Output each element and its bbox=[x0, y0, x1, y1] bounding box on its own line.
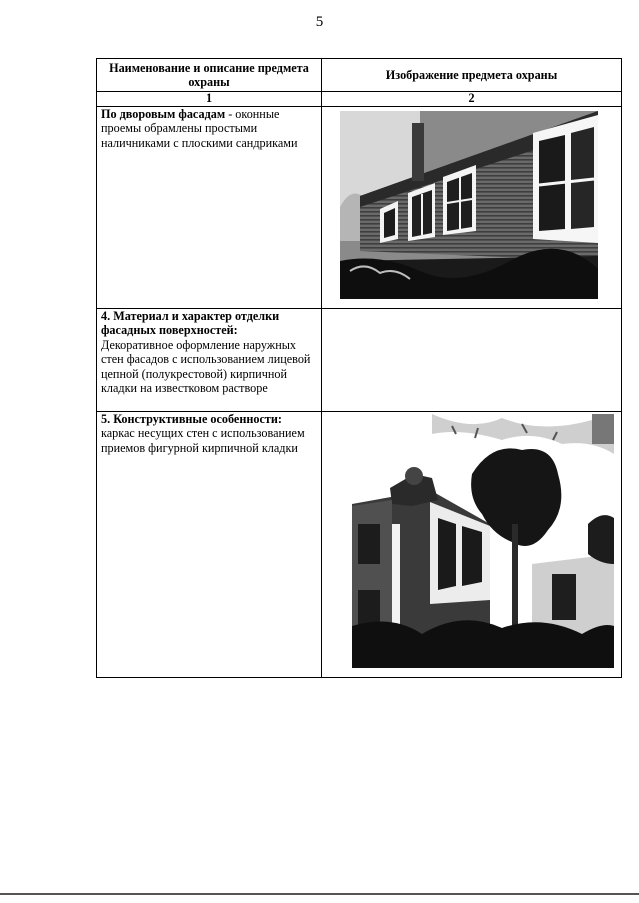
row-text: - оконные проемы обрамлены простыми наличниками с плоскими сандриками bbox=[101, 107, 298, 150]
row-title: По дворовым фасадам bbox=[101, 107, 226, 121]
column-number: 1 bbox=[97, 92, 322, 107]
table-row bbox=[97, 107, 622, 309]
page-number: 5 bbox=[315, 14, 324, 30]
row-image-cell-empty bbox=[322, 309, 622, 412]
table-row bbox=[97, 309, 622, 412]
row-description bbox=[97, 309, 322, 412]
column-number: 2 bbox=[322, 92, 622, 107]
row-image-cell bbox=[322, 412, 622, 678]
header-image: Изображение предмета охраны bbox=[322, 59, 622, 92]
table-row bbox=[97, 412, 622, 678]
row-title: 5. Конструктивные особенности: bbox=[101, 412, 282, 426]
row-image-cell bbox=[322, 107, 622, 309]
row-description bbox=[97, 412, 322, 678]
photo-building-corner bbox=[352, 414, 614, 668]
row-title: 4. Материал и характер отделки фасадных поверхностей: bbox=[101, 309, 280, 338]
header-description: Наименование и описание предмета охраны bbox=[97, 59, 322, 92]
footer-divider bbox=[0, 893, 639, 895]
row-text: Декоративное оформление наружных стен фасадов с использованием лицевой цепной (полукрестовой) кирпичной кладки на известковом растворе bbox=[101, 337, 311, 396]
table-header-row bbox=[97, 59, 622, 92]
column-number-row bbox=[97, 92, 622, 107]
protection-table bbox=[96, 58, 622, 678]
photo-courtyard-facade bbox=[340, 111, 598, 299]
row-description bbox=[97, 107, 322, 309]
row-text: каркас несущих стен с использованием приемов фигурной кирпичной кладки bbox=[101, 426, 305, 455]
